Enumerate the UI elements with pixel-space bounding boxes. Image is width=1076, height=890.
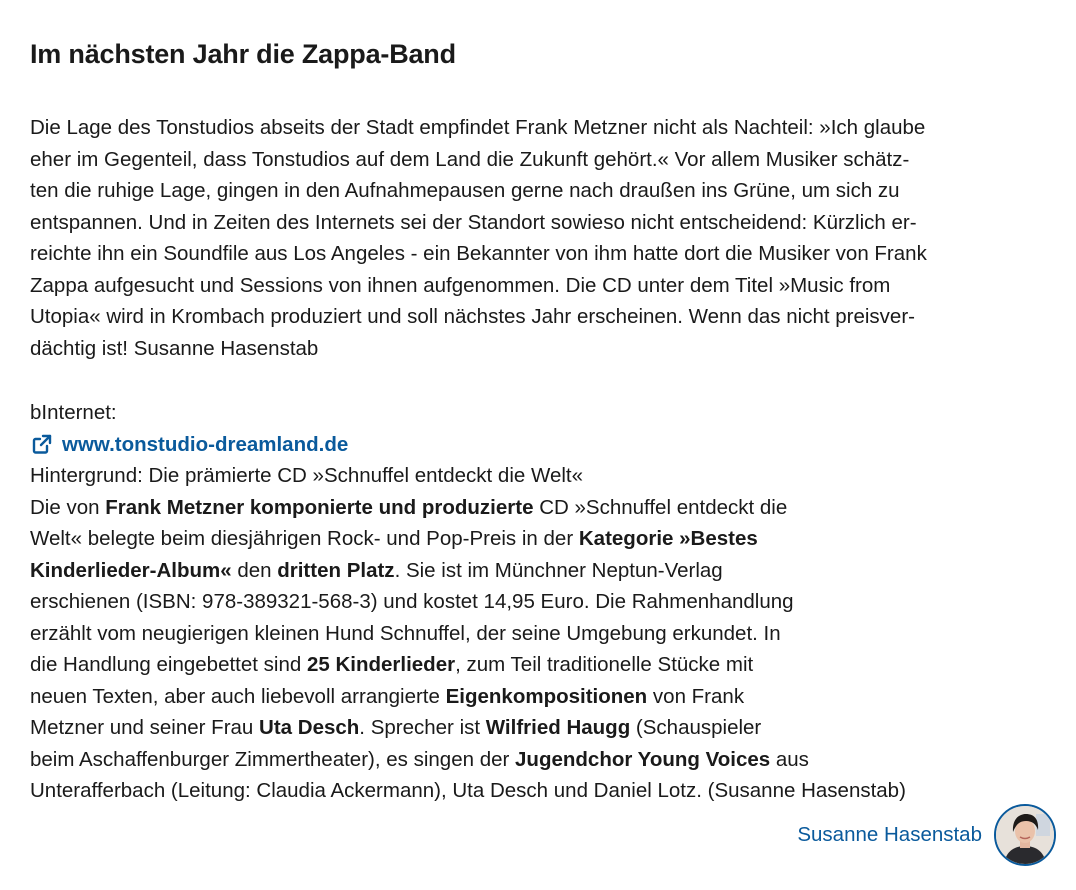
text-segment: Metzner und seiner Frau xyxy=(30,716,260,739)
background-line xyxy=(30,744,1060,776)
text-segment: erschienen (ISBN: 978-389321-568-3) und kostet 14,95 Euro. Die Rahmenhandlung xyxy=(30,590,794,613)
website-link[interactable]: www.tonstudio-dreamland.de xyxy=(62,432,349,456)
background-line xyxy=(30,586,1060,618)
body-line: reichte ihn ein Soundfile aus Los Angeles - ein Bekannter von ihm hatte dort die Musiker von Frank xyxy=(30,242,927,265)
text-segment: . Sie ist im Münchner Neptun-Verlag xyxy=(394,558,723,582)
article xyxy=(30,34,1060,807)
body-line: Utopia« wird in Krombach produziert und soll nächstes Jahr erscheinen. Wenn das nicht preisver- xyxy=(30,305,915,328)
background-line xyxy=(30,775,1060,807)
bold-text: dritten Platz xyxy=(277,558,395,582)
background-line xyxy=(30,712,1060,744)
text-segment: Die von xyxy=(30,495,106,519)
text-segment: Welt« belegte beim diesjährigen Rock- und Pop-Preis in der xyxy=(30,527,579,550)
text-segment: , zum Teil traditionelle Stücke mit xyxy=(455,653,754,676)
bold-text: Wilfried Haugg xyxy=(485,716,631,739)
background-line xyxy=(30,618,1060,650)
body-line: Zappa aufgesucht und Sessions von ihnen aufgenommen. Die CD unter dem Titel »Music from xyxy=(30,273,891,297)
author-name-link[interactable]: Susanne Hasenstab xyxy=(797,823,982,846)
author-block[interactable] xyxy=(797,804,1056,866)
text-segment: beim Aschaffenburger Zimmertheater), es singen der xyxy=(30,747,516,771)
background-text xyxy=(30,492,1060,807)
body-line: eher im Gegenteil, dass Tonstudios auf dem Land die Zukunft gehört.« Vor allem Musiker schätz- xyxy=(30,147,910,171)
bold-text: Eigenkompositionen xyxy=(445,684,648,708)
bold-text: Kinderlieder-Album« xyxy=(30,558,232,582)
website-link-row[interactable] xyxy=(30,429,1060,461)
external-link-icon xyxy=(30,432,54,456)
bold-text: Kategorie »Bestes xyxy=(578,527,758,550)
author-avatar[interactable] xyxy=(994,804,1056,866)
text-segment: den xyxy=(231,558,278,582)
body-line: entspannen. Und in Zeiten des Internets sei der Standort sowieso nicht entscheidend: Kürzlich er- xyxy=(30,210,917,234)
background-line xyxy=(30,555,1060,587)
avatar-portrait-icon xyxy=(996,806,1054,864)
internet-label: bInternet: xyxy=(30,401,117,424)
text-segment: (Schauspieler xyxy=(630,716,762,739)
text-segment: von Frank xyxy=(647,684,745,708)
bold-text: Uta Desch xyxy=(259,716,360,739)
text-segment: erzählt vom neugierigen kleinen Hund Schnuffel, der seine Umgebung erkundet. In xyxy=(30,621,781,645)
background-line xyxy=(30,492,1060,524)
article-body xyxy=(30,112,1060,364)
bold-text: Jugendchor Young Voices xyxy=(515,747,771,771)
background-line xyxy=(30,523,1060,555)
background-title: Hintergrund: Die prämierte CD »Schnuffel entdeckt die Welt« xyxy=(30,464,584,487)
body-line: ten die ruhige Lage, gingen in den Aufnahmepausen gerne nach draußen ins Grüne, um sich zu xyxy=(30,179,900,202)
text-segment: die Handlung eingebettet sind xyxy=(30,653,307,676)
body-line: Die Lage des Tonstudios abseits der Stadt empfindet Frank Metzner nicht als Nachteil: »Ich glaube xyxy=(30,116,926,139)
spacer xyxy=(30,364,1060,397)
body-line: dächtig ist! Susanne Hasenstab xyxy=(30,336,319,360)
bold-text: Frank Metzner komponierte und produzierte xyxy=(105,495,534,519)
text-segment: Unterafferbach (Leitung: Claudia Ackermann), Uta Desch und Daniel Lotz. (Susanne Hasenstab) xyxy=(30,779,906,802)
article-headline: Im nächsten Jahr die Zappa-Band xyxy=(30,39,456,69)
text-segment: CD »Schnuffel entdeckt die xyxy=(533,495,788,519)
text-segment: aus xyxy=(770,747,809,771)
background-line xyxy=(30,649,1060,681)
text-segment: . Sprecher ist xyxy=(359,716,486,739)
bold-text: 25 Kinderlieder xyxy=(306,653,456,676)
text-segment: neuen Texten, aber auch liebevoll arrangierte xyxy=(30,684,446,708)
background-line xyxy=(30,681,1060,713)
